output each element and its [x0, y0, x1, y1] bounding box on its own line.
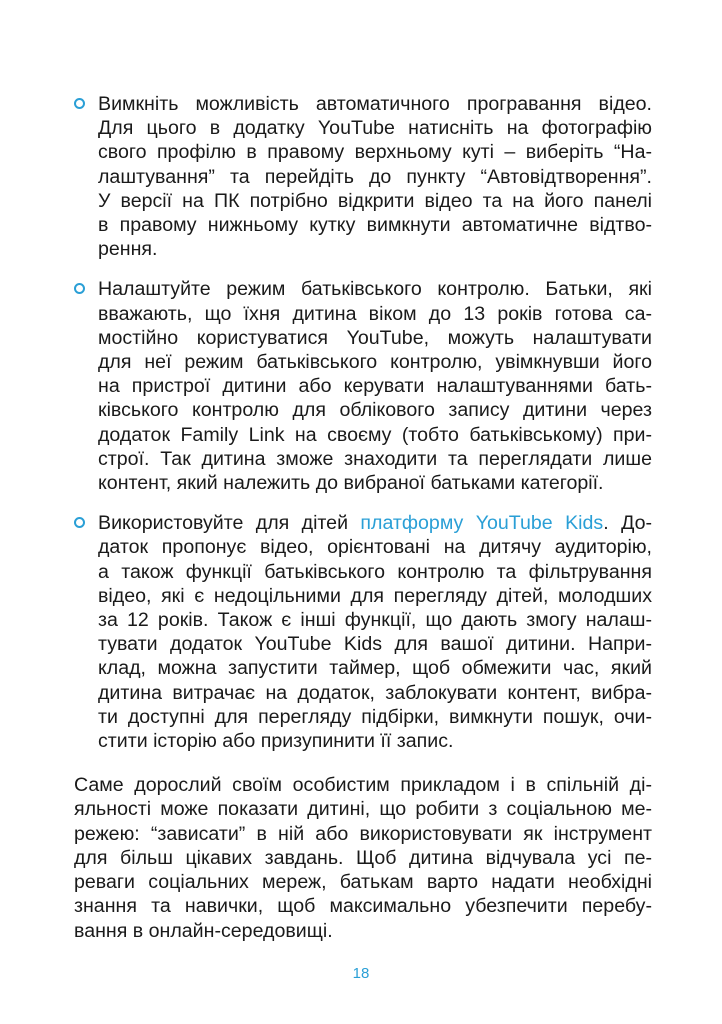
text-line: стити історію або призупинити її запис.: [98, 730, 454, 753]
text-line: У версії на ПК потрібно відкрити відео та на його панелі: [98, 189, 652, 212]
text-line: Налаштуйте режим батьківського контролю. Батьки, які: [98, 278, 652, 301]
text-line: Для цього в додатку YouTube натисніть на фотографію: [98, 117, 652, 140]
closing-paragraph: [74, 773, 652, 942]
text-line: ти доступні для перегляду підбірки, вимкнути пошук, очи-: [98, 705, 652, 728]
text-line: відео, які є недоцільними для перегляду дітей, молодших: [98, 584, 652, 607]
text-line: рення.: [98, 238, 158, 261]
text-line: на пристрої дитини або керувати налаштуваннями бать-: [98, 375, 652, 398]
text-line: для неї режим батьківського контролю, увімкнувши його: [98, 351, 652, 374]
text-line: додаток Family Link на своєму (тобто батьківському) при-: [98, 423, 652, 446]
text-line: реваги соціальних мереж, батькам варто надати необхідні: [74, 871, 652, 894]
text-line: даток пропонує відео, орієнтовані на дитячу аудиторію,: [98, 536, 652, 559]
text-line: вважають, що їхня дитина віком до 13 років готова са-: [98, 302, 652, 325]
ring-bullet-icon: [74, 98, 85, 109]
text-line: ківського контролю для облікового запису дитини через: [98, 399, 652, 422]
ring-bullet-icon: [74, 283, 85, 294]
text-span: Використовуйте для дітей: [98, 512, 361, 535]
text-line: для більш цікавих завдань. Щоб дитина відчувала усі пе-: [74, 846, 652, 869]
text-line: лаштування” та перейдіть до пункту “Автовідтворення”.: [98, 165, 652, 188]
text-line: тувати додаток YouTube Kids для вашої дитини. Напри-: [98, 633, 652, 656]
text-line: режею: “зависати” в ній або використовувати як інструмент: [74, 822, 652, 845]
text-line: в правому нижньому кутку вимкнути автоматичне відтво-: [98, 214, 652, 237]
text-line: контент, який належить до вибраної батьками категорії.: [98, 472, 604, 495]
text-line: мостійно користуватися YouTube, можуть налаштувати: [98, 326, 652, 349]
text-line: клад, можна запустити таймер, щоб обмежити час, який: [98, 657, 652, 680]
bullet-item-youtube-kids: [74, 511, 652, 753]
text-line: свого профілю в правому верхньому куті – виберіть “На-: [98, 141, 652, 164]
ring-bullet-icon: [74, 517, 85, 528]
bullet-item-parental-control: [74, 277, 652, 495]
bullet-item-autoplay: [74, 92, 652, 261]
text-line: а також функції батьківського контролю та фільтрування: [98, 560, 652, 583]
text-line: строї. Так дитина зможе знаходити та переглядати лише: [98, 447, 652, 470]
page-content: [74, 92, 652, 943]
text-line: вання в онлайн-середовищі.: [74, 919, 333, 942]
text-line: яльності може показати дитині, що робити з соціальною ме-: [74, 798, 652, 821]
text-line: [98, 511, 652, 535]
text-span: . До-: [603, 512, 652, 535]
text-line: Вимкніть можливість автоматичного програвання відео.: [98, 93, 652, 115]
text-line: Саме дорослий своїм особистим прикладом і в спільній ді-: [74, 774, 652, 797]
text-line: дитина витрачає на додаток, заблокувати контент, вибра-: [98, 681, 652, 704]
page-number: 18: [352, 965, 370, 982]
text-line: за 12 років. Також є інші функції, що дають змогу налаш-: [98, 609, 652, 632]
text-line: знання та навички, щоб максимально убезпечити перебу-: [74, 895, 652, 918]
youtube-kids-link[interactable]: платформу YouTube Kids: [360, 512, 604, 535]
